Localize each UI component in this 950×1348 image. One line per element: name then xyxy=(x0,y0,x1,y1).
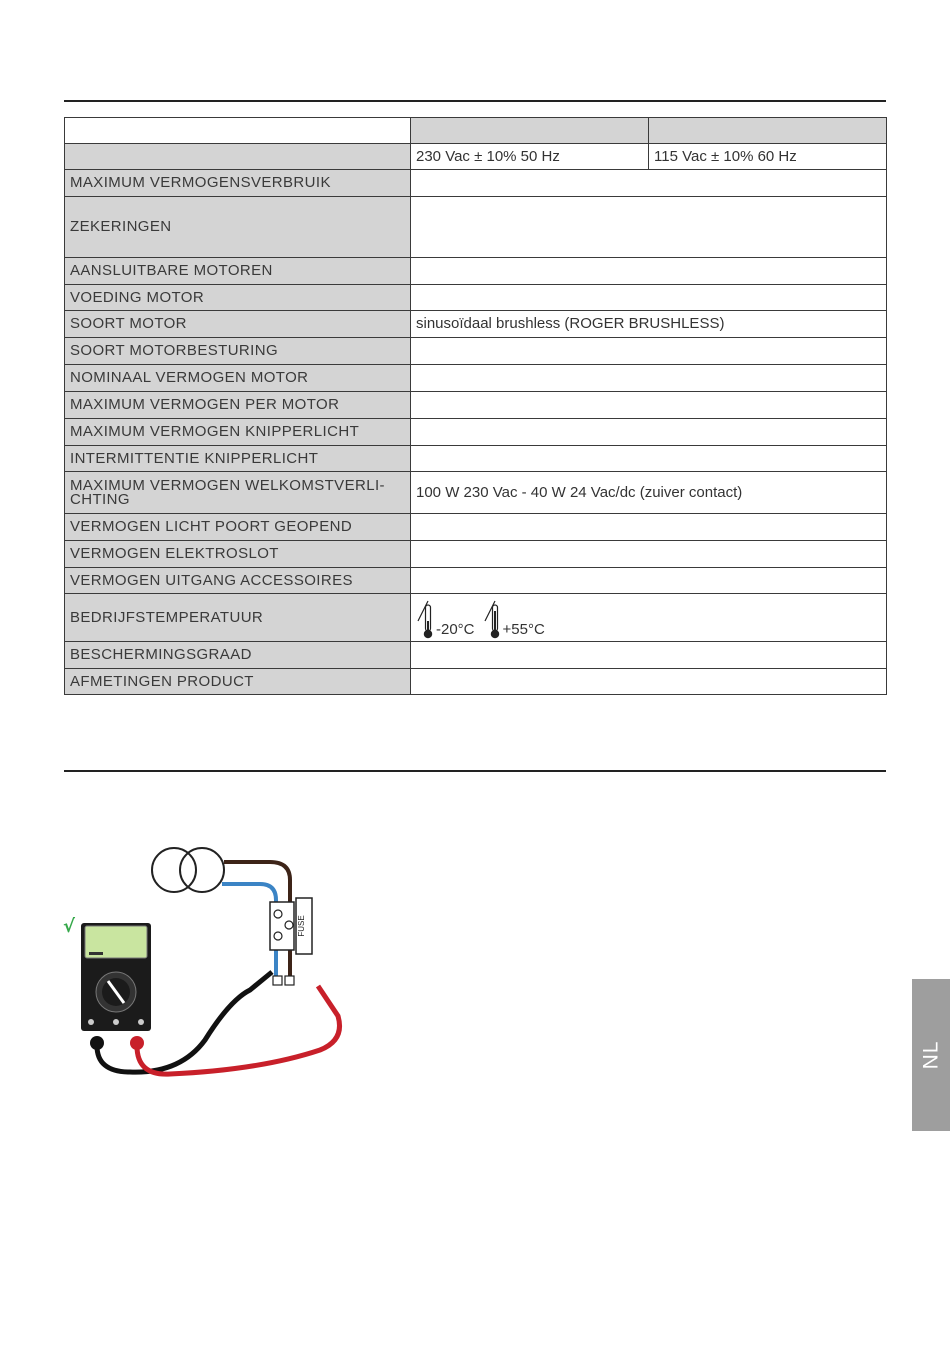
terminal-square xyxy=(273,976,282,985)
table-row xyxy=(65,568,887,594)
row-value: sinusoïdaal brushless (ROGER BRUSHLESS) xyxy=(411,311,887,338)
table-row xyxy=(65,338,887,365)
table-row xyxy=(65,446,887,472)
row-value xyxy=(411,285,887,311)
supply-row xyxy=(65,144,887,170)
supply-115v-cell: 115 Vac ± 10% 60 Hz xyxy=(649,144,887,170)
row-label: MAXIMUM VERMOGEN PER MOTOR xyxy=(65,392,411,419)
top-rule xyxy=(64,100,886,102)
fuse-label: FUSE xyxy=(297,915,306,937)
table-row xyxy=(65,365,887,392)
row-label: BESCHERMINGSGRAAD xyxy=(65,642,411,669)
temperature-min-label: -20°C xyxy=(436,621,475,638)
specifications-table xyxy=(64,117,887,695)
temperature-max-label: +55°C xyxy=(502,621,545,638)
supply-label-cell xyxy=(65,144,411,170)
table-row xyxy=(65,311,887,338)
row-value xyxy=(411,568,887,594)
thermometer-low-icon xyxy=(416,599,434,639)
row-label: VOEDING MOTOR xyxy=(65,285,411,311)
supply-230v-cell: 230 Vac ± 10% 50 Hz xyxy=(411,144,649,170)
transformer-icon xyxy=(152,848,224,892)
temperature-max xyxy=(483,599,545,639)
table-row xyxy=(65,258,887,285)
row-label: AANSLUITBARE MOTOREN xyxy=(65,258,411,285)
row-label: VERMOGEN ELEKTROSLOT xyxy=(65,541,411,568)
row-value xyxy=(411,514,887,541)
row-label: MAXIMUM VERMOGEN KNIPPERLICHT xyxy=(65,419,411,446)
table-row xyxy=(65,285,887,311)
fuse-holder xyxy=(270,898,312,954)
row-value xyxy=(411,338,887,365)
row-label: NOMINAAL VERMOGEN MOTOR xyxy=(65,365,411,392)
check-mark-icon: √ xyxy=(63,916,76,937)
row-label: SOORT MOTORBESTURING xyxy=(65,338,411,365)
row-value: 100 W 230 Vac - 40 W 24 Vac/dc (zuiver contact) xyxy=(411,472,887,514)
table-header-row xyxy=(65,118,887,144)
table-row xyxy=(65,514,887,541)
red-probe-plug xyxy=(130,1036,144,1050)
table-row xyxy=(65,170,887,197)
row-label: AFMETINGEN PRODUCT xyxy=(65,669,411,695)
row-label: SOORT MOTOR xyxy=(65,311,411,338)
row-value xyxy=(411,541,887,568)
table-row xyxy=(65,472,887,514)
row-label: BEDRIJFSTEMPERATUUR xyxy=(65,594,411,642)
row-value xyxy=(411,170,887,197)
terminal-square xyxy=(285,976,294,985)
header-label-cell xyxy=(65,118,411,144)
table-row xyxy=(65,594,887,642)
table-row xyxy=(65,197,887,258)
table-row xyxy=(65,419,887,446)
row-label: INTERMITTENTIE KNIPPERLICHT xyxy=(65,446,411,472)
thermometer-high-icon xyxy=(483,599,501,639)
multimeter-icon xyxy=(81,923,151,1031)
language-tab-label: NL xyxy=(918,1040,942,1070)
language-tab xyxy=(912,979,950,1131)
table-row xyxy=(65,392,887,419)
row-value xyxy=(411,446,887,472)
row-value xyxy=(411,669,887,695)
blue-wire xyxy=(222,884,276,980)
row-value xyxy=(411,419,887,446)
temperature-cell xyxy=(411,594,887,642)
row-value xyxy=(411,642,887,669)
row-label: VERMOGEN LICHT POORT GEOPEND xyxy=(65,514,411,541)
row-value xyxy=(411,365,887,392)
table-row xyxy=(65,669,887,695)
header-col2-cell xyxy=(649,118,887,144)
row-label: VERMOGEN UITGANG ACCESSOIRES xyxy=(65,568,411,594)
temperature-min xyxy=(416,599,475,639)
section-rule xyxy=(64,770,886,772)
row-label: ZEKERINGEN xyxy=(65,197,411,258)
row-value xyxy=(411,258,887,285)
row-value xyxy=(411,197,887,258)
table-row xyxy=(65,642,887,669)
black-probe-plug xyxy=(90,1036,104,1050)
row-label: MAXIMUM VERMOGENSVERBRUIK xyxy=(65,170,411,197)
row-value xyxy=(411,392,887,419)
table-row xyxy=(65,541,887,568)
fuse-test-diagram xyxy=(60,840,360,1090)
header-col1-cell xyxy=(411,118,649,144)
row-label: MAXIMUM VERMOGEN WELKOMSTVERLI- CHTING xyxy=(65,472,411,514)
